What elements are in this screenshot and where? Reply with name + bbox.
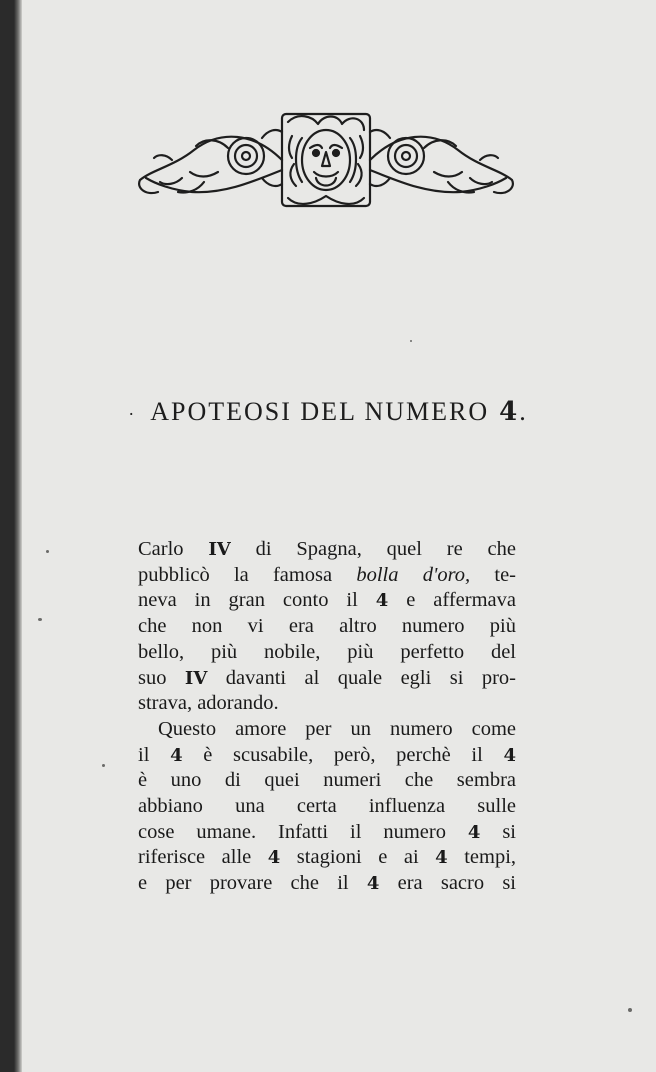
bold-numeral: 4 — [375, 590, 389, 612]
text-line — [138, 743, 516, 769]
text-line — [138, 588, 516, 614]
text-segment: davanti al quale egli si pro- — [207, 666, 517, 689]
italic-phrase: bolla d'oro, — [356, 563, 471, 586]
scan-speck — [38, 618, 42, 621]
bold-numeral: 4 — [366, 873, 380, 895]
text-line — [138, 614, 516, 640]
text-line — [138, 537, 516, 563]
text-segment: pubblicò la famosa — [138, 563, 357, 586]
green-man-scroll-ornament-icon — [132, 108, 520, 212]
bold-numeral: 4 — [467, 821, 481, 843]
text-segment: tempi, — [447, 846, 517, 869]
text-segment: stagioni e ai — [280, 846, 436, 869]
text-line — [138, 820, 516, 846]
bold-numeral: IV — [208, 539, 231, 560]
chapter-title-text: APOTEOSI DEL NUMERO — [150, 397, 490, 426]
text-segment: il — [138, 743, 171, 766]
text-segment: e affermava — [388, 589, 516, 612]
text-line — [138, 691, 516, 717]
book-binding-edge — [0, 0, 22, 1072]
text-line — [138, 794, 516, 820]
bold-numeral: 4 — [170, 744, 183, 766]
scan-speck — [628, 1008, 632, 1012]
text-line — [138, 717, 516, 743]
text-segment: è uno di quei numeri che sembra — [138, 769, 516, 792]
text-segment: Questo amore per un numero come — [158, 717, 516, 740]
text-segment: e per provare che il — [138, 872, 367, 895]
scan-speck — [410, 340, 412, 342]
text-segment: bello, più nobile, più perfetto del — [138, 640, 516, 663]
chapter-title-number: 4 — [499, 397, 520, 427]
scan-speck — [46, 550, 49, 553]
text-segment: era sacro si — [379, 872, 516, 895]
scan-speck — [102, 764, 105, 767]
text-segment: suo — [138, 666, 185, 689]
bold-numeral: 4 — [267, 847, 281, 869]
text-line — [138, 640, 516, 666]
text-line — [138, 666, 516, 692]
text-line — [138, 871, 516, 897]
title-period: . — [519, 397, 528, 426]
text-segment: abbiano una certa influenza sulle — [138, 795, 516, 818]
text-segment: di Spagna, quel re che — [230, 538, 516, 560]
text-segment: neva in gran conto il — [138, 589, 376, 612]
text-segment: che non vi era altro numero più — [138, 615, 516, 638]
bold-numeral: IV — [184, 667, 208, 689]
text-segment: riferisce alle — [138, 846, 268, 869]
text-line — [138, 845, 516, 871]
bold-numeral: 4 — [435, 847, 448, 869]
text-line — [138, 768, 516, 794]
text-segment: cose umane. Infatti il numero — [138, 820, 468, 843]
body-text — [138, 537, 516, 897]
text-segment: te- — [470, 563, 516, 586]
text-segment: strava, adorando. — [138, 692, 279, 715]
text-segment: si — [480, 820, 516, 843]
title-bullet: · — [128, 404, 137, 424]
chapter-title — [0, 392, 656, 434]
text-segment: Carlo — [138, 538, 209, 560]
bold-numeral: 4 — [503, 744, 516, 766]
text-segment: è scusabile, però, perchè il — [182, 743, 504, 766]
text-line — [138, 563, 516, 589]
